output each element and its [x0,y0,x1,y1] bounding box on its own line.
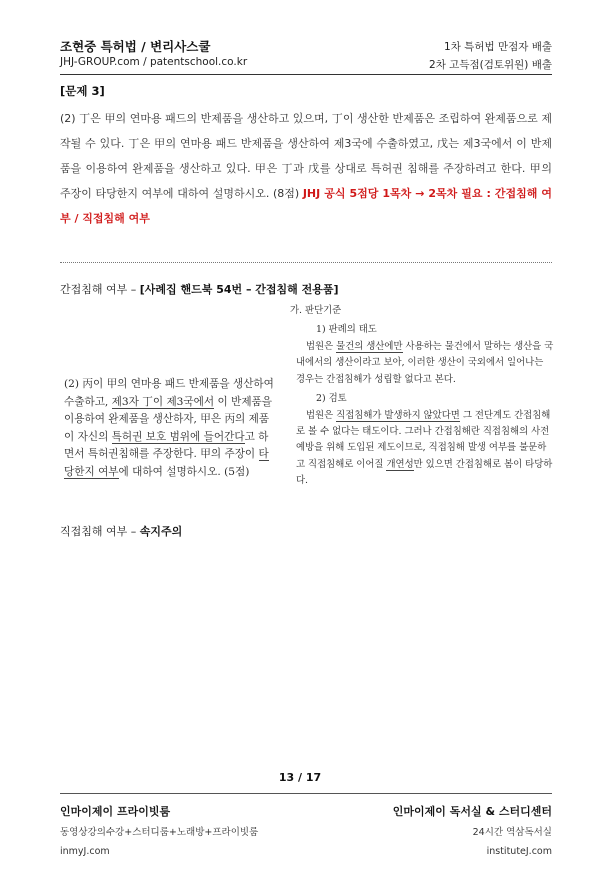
scan-right-p2u2: 개연성 [386,458,414,470]
scan-left-u2: 특허권 보호 범위에 들어간다 [111,430,245,443]
scan-right-para1 [296,339,555,388]
section-direct-infringement [60,523,182,539]
question-text: (2) 丁은 甲의 연마용 패드의 반제품을 생산하고 있으며, 丁이 생산한 반제품은 조립하여 완제품으로 제작될 수 있다. 丁은 甲의 연마용 패드 반제품을 생산하여 제3국에 수출하였고, 戊는 제3국에서 이 반제품을 이용하여 완제품을 생산하고 있다. 甲은 丁과 戊를 상대로 특허권 침해를 주장하려고 한다. 甲의 주장이 타당한지 여부에 대하여 설명하시오. (8점) [60,112,552,200]
section1-bold: [사례집 핸드북 54번 – 간접침해 전용품] [139,283,339,296]
question-body [60,106,552,231]
scan-right-p1u: 물건의 생산에만 [336,341,403,352]
section1-label: 간접침해 여부 – [60,283,140,296]
scan-right-heading: 가. 판단기준 [290,305,342,316]
scan-left-t4: 에 대하여 설명하시오. (5점) [118,465,250,478]
footer-right-desc: 24시간 역삼독서실 [472,827,552,838]
scanned-question-excerpt [64,376,276,482]
scan-right-sub1: 1) 판례의 태도 [316,324,377,335]
section2-bold: 속지주의 [139,525,183,538]
footer-left-title: 인마이제이 프라이빗룸 [60,805,171,818]
scan-left-t3: 고 하면서 특허권침해를 주장한다. 甲의 주장이 [64,430,269,461]
scan-right-p1a: 법원은 [306,341,337,352]
scan-right-p2c: 만 있으면 간접침해로 봄이 타당하다. [296,458,553,487]
scan-right-p1b: 사용하는 물건에서 말하는 생산을 국내에서의 생산이라고 보아, 이러한 생산이 국외에서 일어나는 경우는 간접침해가 성립할 없다고 본다. [296,341,554,385]
scan-right-para2 [296,408,555,489]
scan-right-p2u: 직접침해가 발생하지 않았다면 [336,409,460,421]
question-red-note: JHJ 공식 5점당 1목차 → 2목차 필요 : 간접침해 여부 / 직접침해 여부 [60,187,552,225]
scan-left-t1: (2) 丙이 甲의 연마용 패드 반제품을 생산하여 수출하고, [64,378,274,408]
header-title: 조현중 특허법 / 변리사스쿨 [60,39,211,54]
dotted-divider [60,262,552,263]
header-divider [60,74,552,75]
section2-label: 직접침해 여부 – [60,525,140,538]
scanned-answer-excerpt [290,303,555,489]
scan-right-sub2: 2) 검토 [316,392,347,404]
footer-left-site: inmyJ.com [60,846,110,857]
footer-right-site: instituteJ.com [486,846,552,857]
header-sites: JHJ-GROUP.com / patentschool.co.kr [60,56,248,68]
header-tagline-1: 1차 특허법 만점자 배출 [444,41,552,53]
section-indirect-infringement [60,281,339,297]
question-title: [문제 3] [60,84,105,98]
header-tagline-2: 2차 고득점(검토위원) 배출 [429,59,552,71]
scan-right-p2a: 법원은 [306,409,337,421]
scan-right-p2b: 그 전단계도 간접침해로 볼 수 없다는 태도이다. 그러나 간접침해란 직접침해의 사전예방을 위해 도입된 제도이므로, 직접침해 발생 여부를 불문하고 직접침해로 이어질 [296,409,551,470]
footer-divider [60,793,552,794]
scan-left-t2: 이 반제품을 이용하여 완제품을 생산하자, 甲은 丙의 제품이 자신의 [64,395,273,443]
footer-right-title: 인마이제이 독서실 & 스터디센터 [392,805,552,818]
page-number: 13 / 17 [278,771,322,784]
scan-left-u1: 제3자 丁이 제3국에서 [111,395,215,408]
footer-left-desc: 동영상강의수강+스터디룸+노래방+프라이빗룸 [60,827,259,838]
scan-left-u3: 타당한지 여부 [64,448,269,478]
